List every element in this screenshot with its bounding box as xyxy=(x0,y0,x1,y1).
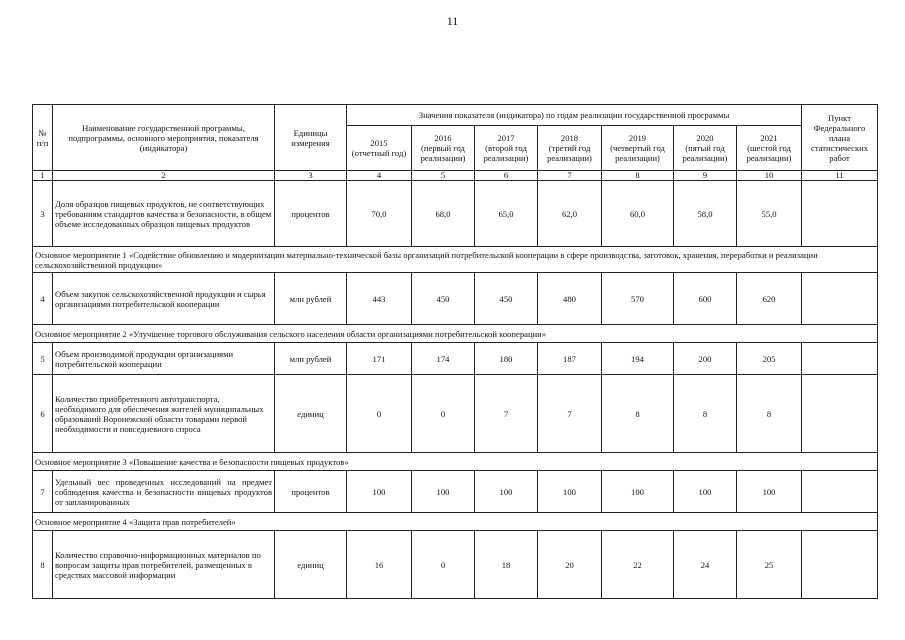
value-cell: 100 xyxy=(737,471,802,513)
section-row xyxy=(33,513,878,531)
value-cell: 187 xyxy=(538,343,602,375)
value-cell: 0 xyxy=(412,531,475,599)
row-number: 8 xyxy=(33,531,53,599)
column-number: 2 xyxy=(53,171,275,181)
section-row xyxy=(33,247,878,273)
unit-cell: единиц xyxy=(275,375,347,453)
value-cell: 20 xyxy=(538,531,602,599)
section-row xyxy=(33,325,878,343)
row-number: 5 xyxy=(33,343,53,375)
column-number: 4 xyxy=(347,171,412,181)
value-cell: 100 xyxy=(538,471,602,513)
header-num: № п/п xyxy=(33,105,53,171)
value-cell: 100 xyxy=(602,471,674,513)
value-cell: 8 xyxy=(674,375,737,453)
header-year-label: 2017 xyxy=(497,133,515,143)
value-cell: 25 xyxy=(737,531,802,599)
unit-cell: млн рублей xyxy=(275,343,347,375)
value-cell: 180 xyxy=(475,343,538,375)
value-cell: 18 xyxy=(475,531,538,599)
value-cell: 65,0 xyxy=(475,181,538,247)
indicator-name: Количество справочно-информационных материалов по вопросам защиты прав потребителей, размещенных в средствах массовой информации xyxy=(53,531,275,599)
column-number: 5 xyxy=(412,171,475,181)
value-cell: 100 xyxy=(674,471,737,513)
value-cell: 570 xyxy=(602,273,674,325)
federal-plan-cell xyxy=(802,343,878,375)
column-number: 6 xyxy=(475,171,538,181)
value-cell: 0 xyxy=(347,375,412,453)
header-federal: Пункт Федерального плана статистических работ xyxy=(802,105,878,171)
row-number: 3 xyxy=(33,181,53,247)
value-cell: 100 xyxy=(475,471,538,513)
row-number: 4 xyxy=(33,273,53,325)
indicator-name: Объем производимой продукции организациями потребительской кооперации xyxy=(53,343,275,375)
value-cell: 205 xyxy=(737,343,802,375)
value-cell: 100 xyxy=(347,471,412,513)
value-cell: 200 xyxy=(674,343,737,375)
header-year-label: 2015 xyxy=(370,138,388,148)
header-year-note: (первый год реализации) xyxy=(420,143,466,163)
value-cell: 62,0 xyxy=(538,181,602,247)
value-cell: 480 xyxy=(538,273,602,325)
table-row xyxy=(33,471,878,513)
unit-cell: процентов xyxy=(275,471,347,513)
column-number: 7 xyxy=(538,171,602,181)
column-number: 3 xyxy=(275,171,347,181)
value-cell: 194 xyxy=(602,343,674,375)
table-row xyxy=(33,375,878,453)
header-year-2020 xyxy=(674,126,737,171)
indicator-name: Объем закупок сельскохозяйственной продукции и сырья организациями потребительской кооперации xyxy=(53,273,275,325)
column-number: 8 xyxy=(602,171,674,181)
value-cell: 7 xyxy=(538,375,602,453)
value-cell: 24 xyxy=(674,531,737,599)
header-name: Наименование государственной программы, подпрограммы, основного мероприятия, показателя (индикатора) xyxy=(53,105,275,171)
header-year-2018 xyxy=(538,126,602,171)
header-unit: Единицы измерения xyxy=(275,105,347,171)
federal-plan-cell xyxy=(802,375,878,453)
unit-cell: процентов xyxy=(275,181,347,247)
value-cell: 70,0 xyxy=(347,181,412,247)
table-row xyxy=(33,181,878,247)
section-title: Основное мероприятие 2 «Улучшение торгового обслуживания сельского населения области организациями потребительской кооперации» xyxy=(33,325,878,343)
value-cell: 16 xyxy=(347,531,412,599)
value-cell: 450 xyxy=(412,273,475,325)
table-row xyxy=(33,343,878,375)
page-number: 11 xyxy=(446,14,459,28)
value-cell: 100 xyxy=(412,471,475,513)
value-cell: 450 xyxy=(475,273,538,325)
value-cell: 58,0 xyxy=(674,181,737,247)
indicator-name: Количество приобретенного автотранспорта, необходимого для обеспечения жителей муниципальных образований Воронежской области товарами первой необходимости и повседневного спроса xyxy=(53,375,275,453)
indicator-name: Удельный вес проведенных исследований на предмет соблюдения качества и безопасности пищевых продуктов от запланированных xyxy=(53,471,275,513)
value-cell: 7 xyxy=(475,375,538,453)
federal-plan-cell xyxy=(802,181,878,247)
value-cell: 68,0 xyxy=(412,181,475,247)
table-row xyxy=(33,531,878,599)
header-year-2015 xyxy=(347,126,412,171)
indicator-name: Доля образцов пищевых продуктов, не соответствующих требованиям стандартов качества и безопасности, в общем объеме исследованных образцов пищевых продуктов xyxy=(53,181,275,247)
column-number: 9 xyxy=(674,171,737,181)
value-cell: 171 xyxy=(347,343,412,375)
header-year-note: (шестой год реализации) xyxy=(746,143,792,163)
unit-cell: млн рублей xyxy=(275,273,347,325)
header-year-note: (пятый год реализации) xyxy=(682,143,728,163)
header-year-note: (третий год реализации) xyxy=(547,143,592,163)
header-year-2016 xyxy=(412,126,475,171)
value-cell: 0 xyxy=(412,375,475,453)
value-cell: 8 xyxy=(602,375,674,453)
column-number: 10 xyxy=(737,171,802,181)
header-year-2019 xyxy=(602,126,674,171)
header-values-group: Значения показателя (индикатора) по годам реализации государственной программы xyxy=(347,105,802,126)
header-year-label: 2018 xyxy=(560,133,579,143)
value-cell: 600 xyxy=(674,273,737,325)
header-year-label: 2020 xyxy=(696,133,714,143)
section-title: Основное мероприятие 3 «Повышение качества и безопасности пищевых продуктов» xyxy=(33,453,878,471)
value-cell: 620 xyxy=(737,273,802,325)
column-number: 1 xyxy=(33,171,53,181)
federal-plan-cell xyxy=(802,471,878,513)
header-year-2021 xyxy=(737,126,802,171)
header-year-note: (четвертый год реализации) xyxy=(610,143,665,163)
row-number: 7 xyxy=(33,471,53,513)
value-cell: 22 xyxy=(602,531,674,599)
row-number: 6 xyxy=(33,375,53,453)
header-year-note: (второй год реализации) xyxy=(483,143,529,163)
column-number: 11 xyxy=(802,171,878,181)
value-cell: 443 xyxy=(347,273,412,325)
section-title: Основное мероприятие 1 «Содействие обновлению и модернизации материально-технической базы организаций потребительской кооперации в сфере производства, заготовок, хранения, переработки и реализации сельскохозяйственной продукции» xyxy=(33,247,878,273)
indicators-table xyxy=(32,104,878,599)
section-title: Основное мероприятие 4 «Защита прав потребителей» xyxy=(33,513,878,531)
header-year-2017 xyxy=(475,126,538,171)
header-year-label: 2021 xyxy=(760,133,778,143)
value-cell: 174 xyxy=(412,343,475,375)
federal-plan-cell xyxy=(802,273,878,325)
header-year-note: (отчетный год) xyxy=(351,148,407,158)
value-cell: 55,0 xyxy=(737,181,802,247)
unit-cell: единиц xyxy=(275,531,347,599)
value-cell: 60,0 xyxy=(602,181,674,247)
value-cell: 8 xyxy=(737,375,802,453)
table-row xyxy=(33,273,878,325)
section-row xyxy=(33,453,878,471)
federal-plan-cell xyxy=(802,531,878,599)
header-year-label: 2016 xyxy=(434,133,452,143)
header-year-label: 2019 xyxy=(628,133,647,143)
